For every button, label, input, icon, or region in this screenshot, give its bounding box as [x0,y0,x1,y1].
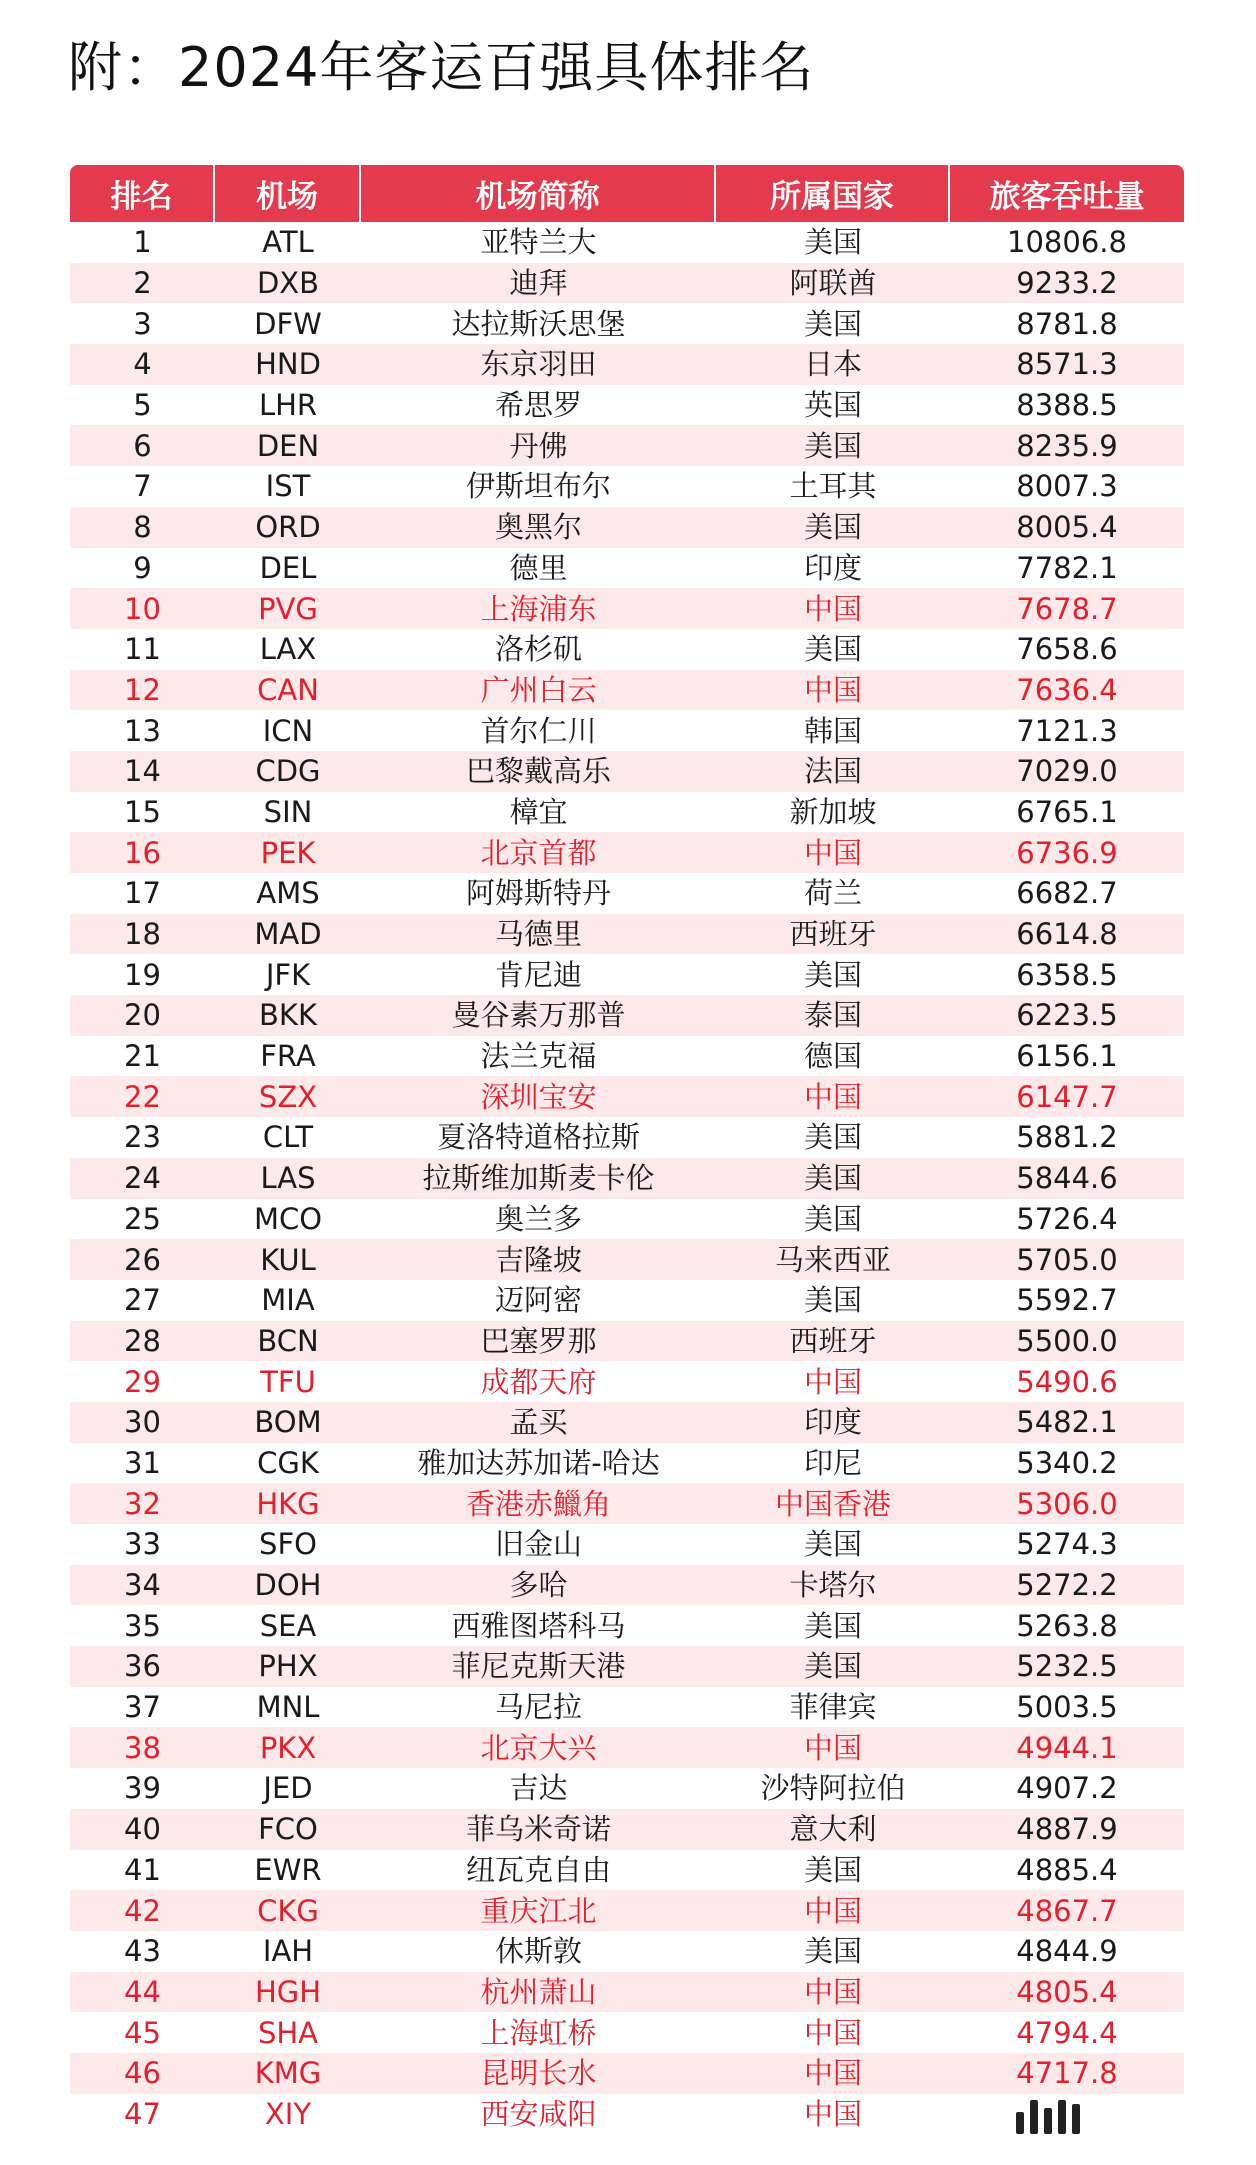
cell-name: 休斯敦 [494,1934,582,1969]
cell-rank: 17 [124,876,161,911]
cell-code: FRA [260,1039,316,1074]
cell-code: SZX [258,1079,318,1114]
cell-country: 卡塔尔 [789,1568,877,1603]
cell-passengers: 5592.7 [1016,1283,1118,1318]
cell-passengers: 5003.5 [1016,1690,1118,1725]
cell-rank: 23 [124,1120,161,1155]
cell-country: 印度 [803,550,862,585]
cell-passengers: 8007.3 [1016,469,1118,504]
cell-code: SFO [259,1527,317,1562]
cell-country: 中国 [803,1364,862,1399]
cell-name: 昆明长水 [480,2056,597,2091]
table-row [70,1443,1184,1484]
cell-rank: 15 [124,794,161,829]
cell-passengers: 4885.4 [1016,1852,1118,1887]
cell-country: 美国 [803,1649,862,1684]
cell-name: 希思罗 [494,388,582,423]
header-rank: 排名 [70,165,215,222]
cell-name: 吉达 [509,1771,568,1806]
cell-passengers: 7121.3 [1016,713,1118,748]
cell-passengers: 5263.8 [1016,1608,1118,1643]
cell-country: 泰国 [803,998,862,1033]
cell-country: 马来西亚 [774,1242,891,1277]
cell-rank: 5 [133,388,152,423]
cell-country: 中国 [803,591,862,626]
cell-rank: 16 [124,835,161,870]
cell-code: BKK [259,998,317,1033]
cell-passengers: 5482.1 [1016,1405,1118,1440]
cell-passengers: 8005.4 [1016,510,1118,545]
cell-rank: 32 [124,1486,161,1521]
cell-name: 菲尼克斯天港 [451,1649,626,1684]
cell-code: IST [265,469,311,504]
cell-name: 亚特兰大 [480,225,597,260]
cell-name: 奥兰多 [494,1201,582,1236]
cell-name: 北京大兴 [480,1730,597,1765]
cell-name: 巴黎戴高乐 [465,754,611,789]
cell-name: 北京首都 [480,835,597,870]
cell-rank: 35 [124,1608,161,1643]
cell-country: 美国 [803,1934,862,1969]
cell-name: 东京羽田 [480,347,597,382]
cell-code: BOM [254,1405,322,1440]
table-row [70,303,1184,344]
table-row [70,670,1184,711]
cell-rank: 2 [133,266,152,301]
table-row [70,1158,1184,1199]
cell-code: CKG [257,1893,319,1928]
cell-passengers: 6736.9 [1016,835,1118,870]
cell-rank: 24 [124,1161,161,1196]
cell-passengers: 8781.8 [1016,306,1118,341]
table-row [70,425,1184,466]
cell-code: DFW [254,306,322,341]
cell-country: 美国 [803,1283,862,1318]
cell-rank: 6 [133,428,152,463]
cell-country: 美国 [803,306,862,341]
table-row [70,507,1184,548]
cell-passengers: 7658.6 [1016,632,1118,667]
cell-country: 美国 [803,1608,862,1643]
cell-country: 日本 [803,347,862,382]
table-row [70,629,1184,670]
cell-code: CLT [262,1120,314,1155]
cell-code: MAD [254,917,322,952]
cell-code: ICN [262,713,314,748]
cell-passengers: 7678.7 [1016,591,1118,626]
cell-passengers: 4887.9 [1016,1812,1118,1847]
cell-passengers: 5274.3 [1016,1527,1118,1562]
cell-passengers: 5340.2 [1016,1445,1118,1480]
cell-country: 土耳其 [789,469,877,504]
cell-name: 菲乌米奇诺 [465,1812,611,1847]
cell-country: 中国香港 [774,1486,891,1521]
cell-passengers: 5881.2 [1016,1120,1118,1155]
cell-rank: 33 [124,1527,161,1562]
cell-passengers: 6223.5 [1016,998,1118,1033]
cell-name: 孟买 [509,1405,568,1440]
cell-rank: 40 [124,1812,161,1847]
cell-name: 阿姆斯特丹 [465,876,611,911]
cell-country: 菲律宾 [789,1690,877,1725]
cell-country: 美国 [803,1852,862,1887]
table-row [70,548,1184,589]
cell-country: 中国 [803,1893,862,1928]
table-row [70,1565,1184,1606]
table-row [70,995,1184,1036]
cell-name: 曼谷素万那普 [451,998,626,1033]
cell-code: CGK [257,1445,319,1480]
cell-rank: 39 [124,1771,161,1806]
cell-country: 意大利 [789,1812,877,1847]
cell-code: IAH [262,1934,314,1969]
cell-code: HKG [256,1486,320,1521]
cell-rank: 10 [124,591,161,626]
cell-country: 法国 [803,754,862,789]
table-row [70,873,1184,914]
cell-name: 迈阿密 [494,1283,582,1318]
cell-code: ORD [255,510,321,545]
table-row [70,751,1184,792]
cell-name: 西雅图塔科马 [451,1608,626,1643]
table-row [70,1727,1184,1768]
table-row [70,1972,1184,2013]
cell-passengers: 5844.6 [1016,1161,1118,1196]
cell-passengers: 5705.0 [1016,1242,1118,1277]
table-row [70,1483,1184,1524]
cell-code: CDG [255,754,321,789]
cell-rank: 9 [133,550,152,585]
table-row [70,710,1184,751]
table-row [70,2012,1184,2053]
cell-code: SIN [263,794,313,829]
cell-country: 美国 [803,957,862,992]
cell-rank: 44 [124,1974,161,2009]
watermark-icon [1016,2098,1112,2134]
cell-country: 印度 [803,1405,862,1440]
cell-passengers: 5272.2 [1016,1568,1118,1603]
cell-rank: 11 [124,632,161,667]
cell-name: 旧金山 [494,1527,582,1562]
cell-rank: 27 [124,1283,161,1318]
cell-passengers: 4717.8 [1016,2056,1118,2091]
cell-name: 德里 [509,550,568,585]
cell-passengers: 10806.8 [1007,225,1127,260]
cell-code: HGH [254,1974,322,2009]
cell-country: 中国 [803,672,862,707]
cell-name: 上海浦东 [480,591,597,626]
cell-code: MCO [253,1201,323,1236]
cell-code: EWR [254,1852,322,1887]
cell-code: PHX [258,1649,318,1684]
cell-name: 深圳宝安 [480,1079,597,1114]
table-row [70,466,1184,507]
cell-rank: 7 [133,469,152,504]
ranking-table [70,165,1184,2134]
cell-country: 美国 [803,225,862,260]
cell-code: DEN [256,428,320,463]
cell-code: CAN [257,672,319,707]
table-row [70,1280,1184,1321]
table-row [70,1239,1184,1280]
cell-code: KMG [254,2056,322,2091]
cell-code: SHA [257,2015,319,2050]
table-row [70,1850,1184,1891]
cell-code: BCN [257,1323,319,1358]
cell-rank: 3 [133,306,152,341]
cell-code: DOH [254,1568,322,1603]
cell-name: 广州白云 [480,672,597,707]
cell-passengers: 6765.1 [1016,794,1118,829]
cell-passengers: 5232.5 [1016,1649,1118,1684]
table-row [70,263,1184,304]
cell-code: FCO [258,1812,318,1847]
cell-country: 沙特阿拉伯 [760,1771,906,1806]
cell-rank: 4 [133,347,152,382]
cell-passengers: 6682.7 [1016,876,1118,911]
cell-rank: 20 [124,998,161,1033]
table-row [70,385,1184,426]
cell-country: 美国 [803,1161,862,1196]
cell-name: 成都天府 [480,1364,597,1399]
table-row [70,914,1184,955]
cell-country: 美国 [803,1120,862,1155]
cell-name: 多哈 [509,1568,568,1603]
page-title: 附：2024年客运百强具体排名 [68,36,815,99]
cell-passengers: 4907.2 [1016,1771,1118,1806]
cell-name: 重庆江北 [480,1893,597,1928]
cell-code: ATL [262,225,314,260]
cell-code: LAS [260,1161,316,1196]
cell-code: XIY [264,2096,312,2131]
cell-rank: 26 [124,1242,161,1277]
cell-passengers: 8388.5 [1016,388,1118,423]
cell-code: JED [263,1771,313,1806]
cell-code: PKX [259,1730,317,1765]
cell-country: 印尼 [803,1445,862,1480]
cell-passengers: 5306.0 [1016,1486,1118,1521]
header-code: 机场 [215,165,361,222]
cell-country: 美国 [803,632,862,667]
cell-rank: 12 [124,672,161,707]
cell-name: 伊斯坦布尔 [465,469,611,504]
cell-name: 丹佛 [509,428,568,463]
cell-code: KUL [260,1242,316,1277]
cell-rank: 28 [124,1323,161,1358]
cell-name: 首尔仁川 [480,713,597,748]
table-row [70,1036,1184,1077]
cell-passengers: 6358.5 [1016,957,1118,992]
cell-name: 雅加达苏加诺-哈达 [417,1445,660,1480]
cell-country: 荷兰 [803,876,862,911]
cell-rank: 1 [133,225,152,260]
table-row [70,792,1184,833]
cell-country: 中国 [803,1974,862,2009]
table-row [70,1605,1184,1646]
cell-name: 巴塞罗那 [480,1323,597,1358]
cell-code: SEA [259,1608,317,1643]
cell-code: HND [255,347,321,382]
cell-rank: 46 [124,2056,161,2091]
cell-passengers: 7636.4 [1016,672,1118,707]
cell-rank: 47 [124,2096,161,2131]
table-row [70,1809,1184,1850]
cell-code: AMS [256,876,320,911]
table-header [70,165,1184,222]
table-row [70,1321,1184,1362]
cell-name: 西安咸阳 [480,2096,597,2131]
cell-code: DEL [259,550,317,585]
cell-country: 美国 [803,1201,862,1236]
cell-passengers: 6147.7 [1016,1079,1118,1114]
cell-country: 美国 [803,428,862,463]
table-row [70,1890,1184,1931]
table-row [70,954,1184,995]
cell-country: 西班牙 [789,917,877,952]
table-row [70,344,1184,385]
cell-rank: 25 [124,1201,161,1236]
cell-country: 韩国 [803,713,862,748]
cell-name: 香港赤鱲角 [465,1486,611,1521]
cell-country: 中国 [803,2096,862,2131]
table-row [70,1931,1184,1972]
table-row [70,1524,1184,1565]
cell-rank: 37 [124,1690,161,1725]
table-row [70,1646,1184,1687]
cell-name: 法兰克福 [480,1039,597,1074]
cell-rank: 29 [124,1364,161,1399]
cell-country: 阿联酋 [789,266,877,301]
cell-passengers: 7029.0 [1016,754,1118,789]
cell-rank: 41 [124,1852,161,1887]
cell-passengers: 4805.4 [1016,1974,1118,2009]
cell-code: TFU [260,1364,316,1399]
table-row [70,1361,1184,1402]
cell-name: 杭州萧山 [480,1974,597,2009]
cell-rank: 38 [124,1730,161,1765]
cell-code: MNL [256,1690,320,1725]
cell-passengers: 8235.9 [1016,428,1118,463]
cell-rank: 30 [124,1405,161,1440]
cell-country: 中国 [803,1730,862,1765]
cell-rank: 18 [124,917,161,952]
cell-code: PVG [258,591,318,626]
cell-code: MIA [261,1283,315,1318]
cell-passengers: 7782.1 [1016,550,1118,585]
cell-name: 迪拜 [509,266,568,301]
cell-country: 中国 [803,2056,862,2091]
cell-passengers: 4944.1 [1016,1730,1118,1765]
cell-rank: 42 [124,1893,161,1928]
cell-code: LAX [259,632,317,667]
cell-code: DXB [256,266,320,301]
table-row [70,1076,1184,1117]
cell-name: 拉斯维加斯麦卡伦 [422,1161,655,1196]
cell-passengers: 5500.0 [1016,1323,1118,1358]
table-row [70,1402,1184,1443]
cell-name: 樟宜 [509,794,568,829]
table-row [70,2053,1184,2094]
cell-country: 美国 [803,510,862,545]
cell-rank: 45 [124,2015,161,2050]
header-passengers: 旅客吞吐量 [989,179,1145,215]
cell-rank: 8 [133,510,152,545]
cell-passengers: 5490.6 [1016,1364,1118,1399]
table-row [70,588,1184,629]
cell-passengers: 6614.8 [1016,917,1118,952]
cell-passengers: 8571.3 [1016,347,1118,382]
cell-code: JFK [265,957,311,992]
cell-country: 中国 [803,2015,862,2050]
cell-name: 夏洛特道格拉斯 [436,1120,640,1155]
cell-rank: 19 [124,957,161,992]
cell-name: 上海虹桥 [480,2015,597,2050]
cell-passengers: 4794.4 [1016,2015,1118,2050]
cell-country: 英国 [803,388,862,423]
cell-country: 德国 [803,1039,862,1074]
cell-rank: 21 [124,1039,161,1074]
cell-rank: 14 [124,754,161,789]
cell-country: 新加坡 [789,794,877,829]
cell-country: 西班牙 [789,1323,877,1358]
cell-code: LHR [258,388,318,423]
cell-rank: 43 [124,1934,161,1969]
cell-code: PEK [260,835,316,870]
header-country: 所属国家 [716,165,950,222]
cell-rank: 34 [124,1568,161,1603]
table-row [70,1199,1184,1240]
cell-name: 马德里 [494,917,582,952]
table-row [70,1687,1184,1728]
cell-rank: 31 [124,1445,161,1480]
cell-passengers: 4844.9 [1016,1934,1118,1969]
cell-rank: 22 [124,1079,161,1114]
table-row [70,832,1184,873]
cell-rank: 13 [124,713,161,748]
cell-name: 马尼拉 [494,1690,582,1725]
table-body [70,222,1184,2134]
cell-passengers: 5726.4 [1016,1201,1118,1236]
cell-country: 美国 [803,1527,862,1562]
cell-passengers: 6156.1 [1016,1039,1118,1074]
header-name: 机场简称 [361,165,716,222]
cell-rank: 36 [124,1649,161,1684]
cell-country: 中国 [803,1079,862,1114]
table-row [70,1768,1184,1809]
cell-name: 纽瓦克自由 [465,1852,611,1887]
cell-passengers: 9233.2 [1016,266,1118,301]
table-row [70,222,1184,263]
cell-name: 达拉斯沃思堡 [451,306,626,341]
table-row [70,1117,1184,1158]
cell-passengers: 4867.7 [1016,1893,1118,1928]
cell-name: 肯尼迪 [494,957,582,992]
cell-name: 奥黑尔 [494,510,582,545]
cell-name: 吉隆坡 [494,1242,582,1277]
cell-country: 中国 [803,835,862,870]
cell-name: 洛杉矶 [494,632,582,667]
